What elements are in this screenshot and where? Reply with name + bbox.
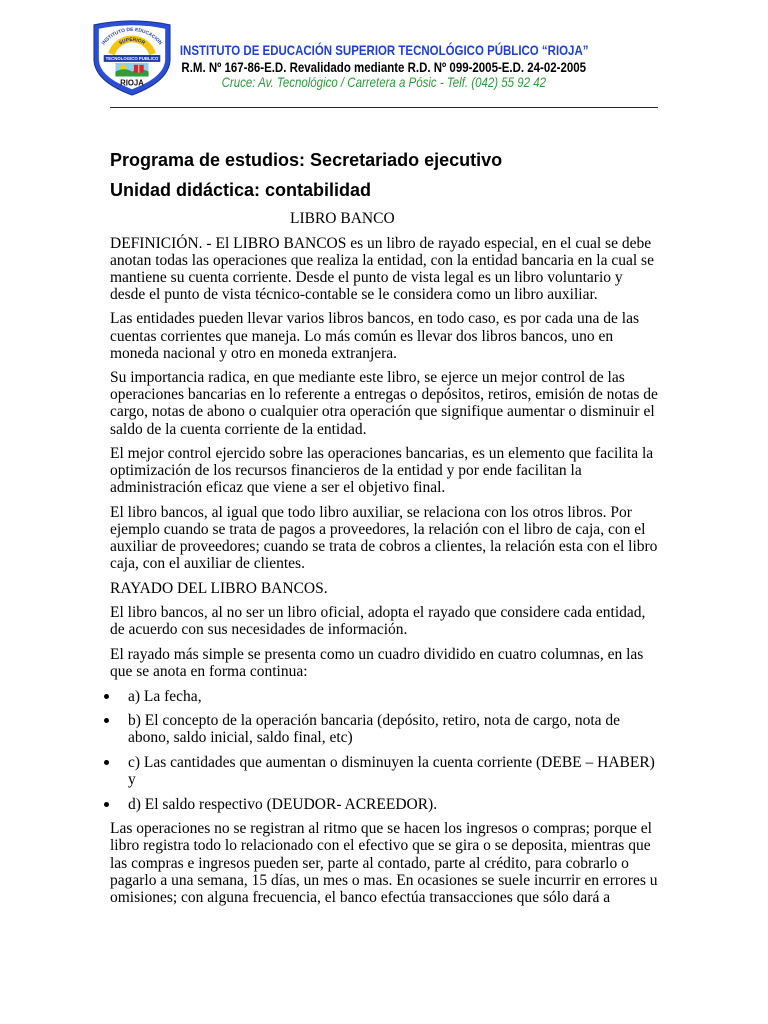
document-body	[110, 210, 670, 913]
paragraph-relations	[110, 504, 670, 572]
text-line: d) El saldo respectivo (DEUDOR- ACREEDOR).	[128, 795, 438, 813]
text-line: El libro bancos, al igual que todo libro auxiliar, se relaciona con los otros libros. Por	[110, 503, 632, 521]
text-line: las compras e ingresos pueden ser, parte al contado, parte al crédito, para cobrarlo o	[110, 854, 629, 872]
header-divider	[110, 107, 658, 108]
list-item	[110, 688, 670, 705]
text-line: libro registra todo lo relacionado con el efectivo que se gira o se deposita, mientras que	[110, 837, 651, 855]
bullet-icon	[104, 694, 109, 699]
text-line: mantiene su cuenta corriente. Desde el punto de vista legal es un libro voluntario y	[110, 268, 623, 286]
logo-banner-text: RIOJA	[120, 78, 144, 88]
list-item	[110, 796, 670, 813]
bullet-icon	[104, 718, 109, 723]
text-line: b) El concepto de la operación bancaria (depósito, retiro, nota de cargo, nota de	[128, 712, 621, 730]
list-item	[110, 712, 670, 746]
address-line	[0, 74, 768, 90]
paragraph-control	[110, 445, 670, 496]
text-line: anotan todas las operaciones que realiza la entidad, con la entidad bancaria en la cual se	[110, 251, 654, 269]
bullet-icon	[104, 802, 109, 807]
text-line: cargo, notas de abono o cualquier otra operación que signifique aumentar o disminuir el	[110, 403, 655, 421]
text-line: DEFINICIÓN. - El LIBRO BANCOS es un libro de rayado especial, en el cual se debe	[110, 234, 652, 252]
resolution-text: R.M. Nº 167-86-E.D. Revalidado mediante R.D. Nº 099-2005-E.D. 24-02-2005	[181, 59, 587, 75]
text-line: RAYADO DEL LIBRO BANCOS.	[110, 579, 328, 597]
paragraph-columns-intro	[110, 646, 670, 680]
text-line: auxiliar de proveedores; cuando se trata de cobros a clientes, la relación esta con el libro	[110, 538, 658, 556]
text-line: Las entidades pueden llevar varios libros bancos, en todo caso, es por cada una de las	[110, 310, 639, 328]
text-line: El rayado más simple se presenta como un cuadro dividido en cuatro columnas, en las	[110, 646, 644, 664]
text-line: desde el punto de vista técnico-contable se le considera como un libro auxiliar.	[110, 285, 598, 303]
section-title-text: LIBRO BANCO	[290, 210, 395, 227]
text-line: administración eficaz que viene a ser el objetivo final.	[110, 479, 446, 497]
logo-band-text: TECNOLOGICO PUBLICO	[105, 57, 159, 63]
bullet-icon	[104, 760, 109, 765]
text-line: de acuerdo con sus necesidades de información.	[110, 621, 408, 639]
text-line: saldo de la cuenta corriente de la entidad.	[110, 420, 367, 438]
text-line: a) La fecha,	[128, 687, 202, 705]
text-line: abono, saldo inicial, saldo final, etc)	[128, 729, 353, 747]
text-line: Las operaciones no se registran al ritmo que se hacen los ingresos o compras; porque el	[110, 820, 652, 838]
text-line: caja, con el auxiliar de clientes.	[110, 555, 305, 573]
logo-arc-top-path: INSTITUTO DE EDUCACION	[101, 27, 163, 47]
text-line: Su importancia radica, en que mediante este libro, se ejerce un mejor control de las	[110, 369, 625, 387]
resolution-line	[0, 59, 768, 75]
address-text: Cruce: Av. Tecnológico / Carretera a Pósic - Telf. (042) 55 92 42	[221, 74, 547, 90]
text-line: que se anota en forma continua:	[110, 663, 308, 681]
paragraph-closing	[110, 820, 670, 905]
paragraph-definition	[110, 235, 670, 303]
paragraph-multiple-accounts	[110, 310, 670, 361]
text-line: y	[128, 771, 136, 789]
text-line: optimización de los recursos financieros de la entidad y por ende facilitan la	[110, 462, 582, 480]
subheading-rayado	[110, 580, 670, 597]
institution-name: INSTITUTO DE EDUCACIÓN SUPERIOR TECNOLÓGICO PÚBLICO “RIOJA”	[179, 42, 589, 58]
text-line: pagarlo a una semana, 15 días, un mes o mas. En ocasiones se suele incurrir en errores u	[110, 871, 658, 889]
unit-heading: Unidad didáctica: contabilidad	[110, 180, 372, 200]
list-item	[110, 754, 670, 788]
section-title	[110, 210, 670, 227]
text-line: c) Las cantidades que aumentan o disminuyen la cuenta corriente (DEBE – HABER)	[128, 754, 655, 772]
program-heading: Programa de estudios: Secretariado ejecutivo	[110, 150, 503, 170]
logo-arc-mid-path: SUPERIOR	[118, 37, 146, 47]
paragraph-importance	[110, 369, 670, 437]
text-line: El libro bancos, al no ser un libro oficial, adopta el rayado que considere cada entidad,	[110, 604, 646, 622]
text-line: ejemplo cuando se trata de pagos a proveedores, la relación con el libro de caja, con el	[110, 521, 646, 538]
text-line: omisiones; con alguna frecuencia, el banco efectúa transacciones que sólo dará a	[110, 888, 611, 906]
paragraph-rayado-intro	[110, 604, 670, 638]
text-line: El mejor control ejercido sobre las operaciones bancarias, es un elemento que facilita la	[110, 445, 654, 463]
text-line: moneda nacional y otro en moneda extranjera.	[110, 344, 398, 362]
institution-name-line	[0, 42, 768, 58]
text-line: operaciones bancarias en lo referente a entregas o depósitos, retiros, emisión de notas de	[110, 386, 658, 404]
text-line: cuentas corrientes que maneja. Lo más común es llevar dos libros bancos, uno en	[110, 327, 614, 345]
columns-list	[110, 688, 670, 813]
